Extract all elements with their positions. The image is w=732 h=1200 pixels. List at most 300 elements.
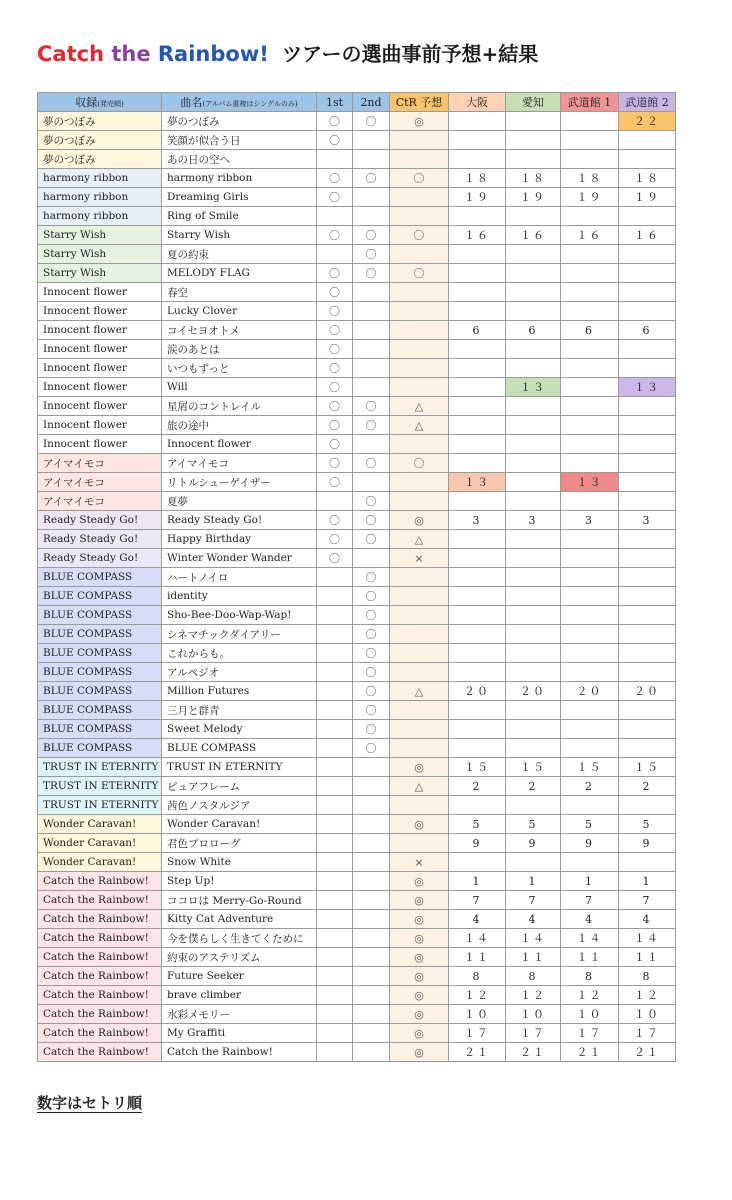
osaka-cell: １９	[449, 188, 506, 207]
second-cell	[353, 340, 390, 359]
album-cell: アイマイモコ	[38, 492, 162, 511]
table-row	[38, 549, 676, 568]
osaka-cell	[449, 340, 506, 359]
budokan2-cell	[619, 245, 676, 264]
osaka-cell: 6	[449, 321, 506, 340]
second-cell: 〇	[353, 625, 390, 644]
first-cell	[317, 663, 353, 682]
budokan1-cell	[561, 701, 619, 720]
second-cell	[353, 150, 390, 169]
osaka-cell: 2	[449, 777, 506, 796]
song-cell: brave climber	[162, 986, 317, 1005]
second-cell: 〇	[353, 226, 390, 245]
header-song: 曲名(アルバム重複はシングルのみ)	[162, 93, 317, 112]
budokan1-cell	[561, 359, 619, 378]
ctr-cell: ◎	[390, 910, 449, 929]
budokan1-cell: １１	[561, 948, 619, 967]
budokan2-cell	[619, 853, 676, 872]
budokan1-cell	[561, 454, 619, 473]
ctr-cell	[390, 188, 449, 207]
budokan2-cell	[619, 131, 676, 150]
ctr-cell: ◎	[390, 948, 449, 967]
osaka-cell	[449, 131, 506, 150]
album-cell: TRUST IN ETERNITY	[38, 796, 162, 815]
ctr-cell	[390, 720, 449, 739]
song-cell: アイマイモコ	[162, 454, 317, 473]
aichi-cell: 4	[506, 910, 561, 929]
song-cell: BLUE COMPASS	[162, 739, 317, 758]
first-cell	[317, 625, 353, 644]
song-cell: TRUST IN ETERNITY	[162, 758, 317, 777]
osaka-cell	[449, 587, 506, 606]
aichi-cell	[506, 454, 561, 473]
song-cell: 夏夢	[162, 492, 317, 511]
budokan1-cell	[561, 302, 619, 321]
title-subtitle: ツアーの選曲事前予想+結果	[282, 42, 539, 66]
table-row	[38, 606, 676, 625]
budokan2-cell: 3	[619, 511, 676, 530]
album-cell: Innocent flower	[38, 283, 162, 302]
osaka-cell: 5	[449, 815, 506, 834]
aichi-cell	[506, 568, 561, 587]
album-cell: BLUE COMPASS	[38, 625, 162, 644]
budokan2-cell: 1	[619, 872, 676, 891]
osaka-cell: 8	[449, 967, 506, 986]
table-row	[38, 226, 676, 245]
aichi-cell: 1	[506, 872, 561, 891]
budokan1-cell	[561, 207, 619, 226]
table-row	[38, 150, 676, 169]
second-cell: 〇	[353, 663, 390, 682]
first-cell	[317, 929, 353, 948]
osaka-cell	[449, 720, 506, 739]
budokan1-cell	[561, 853, 619, 872]
ctr-cell: △	[390, 682, 449, 701]
budokan2-cell	[619, 207, 676, 226]
aichi-cell	[506, 435, 561, 454]
setlist-table	[37, 92, 676, 1062]
table-row	[38, 435, 676, 454]
song-cell: Ring of Smile	[162, 207, 317, 226]
budokan1-cell	[561, 397, 619, 416]
album-cell: Catch the Rainbow!	[38, 891, 162, 910]
aichi-cell	[506, 796, 561, 815]
ctr-cell	[390, 834, 449, 853]
first-cell: 〇	[317, 530, 353, 549]
second-cell: 〇	[353, 112, 390, 131]
first-cell: 〇	[317, 435, 353, 454]
first-cell: 〇	[317, 378, 353, 397]
song-cell: Step Up!	[162, 872, 317, 891]
ctr-cell	[390, 340, 449, 359]
first-cell	[317, 568, 353, 587]
album-cell: BLUE COMPASS	[38, 587, 162, 606]
first-cell: 〇	[317, 321, 353, 340]
ctr-cell: ◎	[390, 986, 449, 1005]
album-cell: Starry Wish	[38, 226, 162, 245]
budokan1-cell	[561, 150, 619, 169]
first-cell: 〇	[317, 511, 353, 530]
ctr-cell	[390, 625, 449, 644]
first-cell	[317, 796, 353, 815]
header-second: 2nd	[353, 93, 390, 112]
budokan2-cell	[619, 492, 676, 511]
osaka-cell	[449, 568, 506, 587]
budokan2-cell: １０	[619, 1005, 676, 1024]
first-cell: 〇	[317, 302, 353, 321]
ctr-cell	[390, 739, 449, 758]
album-cell: Wonder Caravan!	[38, 815, 162, 834]
album-cell: BLUE COMPASS	[38, 568, 162, 587]
album-cell: harmony ribbon	[38, 207, 162, 226]
song-cell: 涙のあとは	[162, 340, 317, 359]
song-cell: Future Seeker	[162, 967, 317, 986]
aichi-cell	[506, 720, 561, 739]
album-cell: 夢のつぼみ	[38, 150, 162, 169]
header-album: 収録(発売順)	[38, 93, 162, 112]
first-cell: 〇	[317, 226, 353, 245]
song-cell: 茜色ノスタルジア	[162, 796, 317, 815]
table-row	[38, 283, 676, 302]
album-cell: BLUE COMPASS	[38, 739, 162, 758]
ctr-cell	[390, 150, 449, 169]
osaka-cell: １７	[449, 1024, 506, 1043]
budokan2-cell	[619, 340, 676, 359]
album-cell: BLUE COMPASS	[38, 720, 162, 739]
budokan2-cell: １７	[619, 1024, 676, 1043]
second-cell	[353, 777, 390, 796]
aichi-cell	[506, 207, 561, 226]
second-cell	[353, 948, 390, 967]
first-cell	[317, 948, 353, 967]
budokan1-cell: 6	[561, 321, 619, 340]
song-cell: アルペジオ	[162, 663, 317, 682]
ctr-cell	[390, 606, 449, 625]
budokan1-cell: １３	[561, 473, 619, 492]
second-cell	[353, 796, 390, 815]
second-cell: 〇	[353, 587, 390, 606]
ctr-cell: ◎	[390, 1005, 449, 1024]
second-cell: 〇	[353, 416, 390, 435]
second-cell	[353, 853, 390, 872]
table-row	[38, 188, 676, 207]
second-cell: 〇	[353, 682, 390, 701]
ctr-cell	[390, 207, 449, 226]
osaka-cell	[449, 853, 506, 872]
osaka-cell	[449, 530, 506, 549]
budokan1-cell	[561, 587, 619, 606]
table-row	[38, 112, 676, 131]
second-cell: 〇	[353, 169, 390, 188]
ctr-cell	[390, 435, 449, 454]
album-cell: Catch the Rainbow!	[38, 1024, 162, 1043]
osaka-cell	[449, 644, 506, 663]
budokan2-cell	[619, 530, 676, 549]
ctr-cell: ◎	[390, 815, 449, 834]
table-row	[38, 701, 676, 720]
table-row	[38, 625, 676, 644]
budokan2-cell: ２０	[619, 682, 676, 701]
second-cell: 〇	[353, 511, 390, 530]
budokan2-cell	[619, 264, 676, 283]
budokan1-cell	[561, 568, 619, 587]
osaka-cell: 9	[449, 834, 506, 853]
osaka-cell	[449, 378, 506, 397]
budokan2-cell: 5	[619, 815, 676, 834]
second-cell	[353, 986, 390, 1005]
ctr-cell: ◎	[390, 872, 449, 891]
page-title	[37, 38, 538, 70]
table-row	[38, 302, 676, 321]
ctr-cell	[390, 283, 449, 302]
osaka-cell	[449, 264, 506, 283]
song-cell: Happy Birthday	[162, 530, 317, 549]
first-cell	[317, 150, 353, 169]
first-cell: 〇	[317, 283, 353, 302]
album-cell: BLUE COMPASS	[38, 701, 162, 720]
budokan2-cell	[619, 625, 676, 644]
budokan1-cell: ２０	[561, 682, 619, 701]
first-cell	[317, 245, 353, 264]
ctr-cell	[390, 131, 449, 150]
song-cell: Sho-Bee-Doo-Wap-Wap!	[162, 606, 317, 625]
budokan2-cell	[619, 796, 676, 815]
album-cell: Innocent flower	[38, 397, 162, 416]
budokan1-cell: ２１	[561, 1043, 619, 1062]
aichi-cell	[506, 359, 561, 378]
song-cell: Winter Wonder Wander	[162, 549, 317, 568]
second-cell	[353, 378, 390, 397]
ctr-cell	[390, 587, 449, 606]
budokan1-cell	[561, 625, 619, 644]
osaka-cell	[449, 283, 506, 302]
ctr-cell: ◎	[390, 929, 449, 948]
budokan1-cell: 4	[561, 910, 619, 929]
budokan1-cell: １２	[561, 986, 619, 1005]
album-cell: harmony ribbon	[38, 169, 162, 188]
aichi-cell	[506, 701, 561, 720]
ctr-cell: 〇	[390, 169, 449, 188]
first-cell	[317, 739, 353, 758]
aichi-cell	[506, 644, 561, 663]
table-row	[38, 454, 676, 473]
budokan1-cell	[561, 435, 619, 454]
budokan2-cell	[619, 720, 676, 739]
budokan1-cell	[561, 131, 619, 150]
first-cell	[317, 207, 353, 226]
aichi-cell: 3	[506, 511, 561, 530]
second-cell	[353, 302, 390, 321]
album-cell: Ready Steady Go!	[38, 530, 162, 549]
ctr-cell	[390, 492, 449, 511]
second-cell	[353, 1005, 390, 1024]
ctr-cell: 〇	[390, 264, 449, 283]
budokan2-cell: ２２	[619, 112, 676, 131]
album-cell: BLUE COMPASS	[38, 644, 162, 663]
first-cell: 〇	[317, 549, 353, 568]
budokan2-cell	[619, 397, 676, 416]
table-row	[38, 207, 676, 226]
budokan2-cell: 4	[619, 910, 676, 929]
song-cell: 水彩メモリー	[162, 1005, 317, 1024]
song-cell: Snow White	[162, 853, 317, 872]
osaka-cell	[449, 701, 506, 720]
first-cell	[317, 777, 353, 796]
song-cell: 夢のつぼみ	[162, 112, 317, 131]
first-cell	[317, 834, 353, 853]
second-cell	[353, 435, 390, 454]
aichi-cell: １２	[506, 986, 561, 1005]
table-row	[38, 321, 676, 340]
osaka-cell: １１	[449, 948, 506, 967]
song-cell: Starry Wish	[162, 226, 317, 245]
song-cell: 星屑のコントレイル	[162, 397, 317, 416]
album-cell: BLUE COMPASS	[38, 606, 162, 625]
budokan2-cell: ２１	[619, 1043, 676, 1062]
aichi-cell	[506, 625, 561, 644]
budokan1-cell: 5	[561, 815, 619, 834]
ctr-cell	[390, 701, 449, 720]
song-cell: identity	[162, 587, 317, 606]
album-cell: Catch the Rainbow!	[38, 967, 162, 986]
header-aichi: 愛知	[506, 93, 561, 112]
aichi-cell	[506, 416, 561, 435]
table-row	[38, 891, 676, 910]
budokan1-cell: １８	[561, 169, 619, 188]
table-row	[38, 853, 676, 872]
header-budokan1: 武道館 1	[561, 93, 619, 112]
aichi-cell: ２１	[506, 1043, 561, 1062]
budokan1-cell	[561, 112, 619, 131]
aichi-cell	[506, 663, 561, 682]
album-cell: BLUE COMPASS	[38, 663, 162, 682]
ctr-cell: ◎	[390, 112, 449, 131]
table-row	[38, 644, 676, 663]
title-catch: Catch	[37, 42, 105, 66]
album-cell: Catch the Rainbow!	[38, 929, 162, 948]
ctr-cell	[390, 568, 449, 587]
osaka-cell: 4	[449, 910, 506, 929]
first-cell	[317, 1024, 353, 1043]
budokan2-cell	[619, 587, 676, 606]
osaka-cell: １０	[449, 1005, 506, 1024]
budokan2-cell	[619, 568, 676, 587]
budokan2-cell	[619, 359, 676, 378]
first-cell	[317, 1043, 353, 1062]
budokan1-cell	[561, 549, 619, 568]
ctr-cell	[390, 359, 449, 378]
budokan1-cell: １４	[561, 929, 619, 948]
ctr-cell: ×	[390, 549, 449, 568]
aichi-cell	[506, 397, 561, 416]
ctr-cell: ◎	[390, 1024, 449, 1043]
first-cell	[317, 587, 353, 606]
album-cell: Starry Wish	[38, 245, 162, 264]
ctr-cell: ×	[390, 853, 449, 872]
aichi-cell	[506, 739, 561, 758]
album-cell: TRUST IN ETERNITY	[38, 758, 162, 777]
aichi-cell	[506, 150, 561, 169]
album-cell: Catch the Rainbow!	[38, 948, 162, 967]
budokan2-cell: 2	[619, 777, 676, 796]
table-row	[38, 1005, 676, 1024]
second-cell	[353, 834, 390, 853]
ctr-cell: △	[390, 397, 449, 416]
osaka-cell: ２１	[449, 1043, 506, 1062]
budokan1-cell	[561, 720, 619, 739]
osaka-cell	[449, 359, 506, 378]
table-row	[38, 910, 676, 929]
budokan1-cell: 8	[561, 967, 619, 986]
album-cell: アイマイモコ	[38, 454, 162, 473]
osaka-cell: １６	[449, 226, 506, 245]
second-cell: 〇	[353, 454, 390, 473]
table-row	[38, 777, 676, 796]
song-cell: Lucky Clover	[162, 302, 317, 321]
aichi-cell	[506, 530, 561, 549]
aichi-cell: １８	[506, 169, 561, 188]
aichi-cell: 7	[506, 891, 561, 910]
budokan1-cell: １９	[561, 188, 619, 207]
second-cell	[353, 321, 390, 340]
header-first: 1st	[317, 93, 353, 112]
first-cell	[317, 644, 353, 663]
first-cell: 〇	[317, 416, 353, 435]
first-cell	[317, 492, 353, 511]
table-row	[38, 492, 676, 511]
budokan1-cell: １７	[561, 1024, 619, 1043]
table-row	[38, 568, 676, 587]
second-cell: 〇	[353, 492, 390, 511]
first-cell	[317, 1005, 353, 1024]
first-cell: 〇	[317, 454, 353, 473]
osaka-cell: 3	[449, 511, 506, 530]
second-cell: 〇	[353, 264, 390, 283]
budokan1-cell	[561, 606, 619, 625]
first-cell	[317, 891, 353, 910]
aichi-cell	[506, 492, 561, 511]
song-cell: 君色プロローグ	[162, 834, 317, 853]
first-cell	[317, 682, 353, 701]
song-cell: MELODY FLAG	[162, 264, 317, 283]
second-cell	[353, 131, 390, 150]
song-cell: Million Futures	[162, 682, 317, 701]
osaka-cell	[449, 625, 506, 644]
aichi-cell	[506, 112, 561, 131]
aichi-cell	[506, 473, 561, 492]
osaka-cell: 7	[449, 891, 506, 910]
second-cell	[353, 188, 390, 207]
first-cell: 〇	[317, 340, 353, 359]
osaka-cell: １３	[449, 473, 506, 492]
album-cell: Catch the Rainbow!	[38, 986, 162, 1005]
album-cell: 夢のつぼみ	[38, 112, 162, 131]
album-cell: TRUST IN ETERNITY	[38, 777, 162, 796]
song-cell: Dreaming Girls	[162, 188, 317, 207]
song-cell: ピュアフレーム	[162, 777, 317, 796]
osaka-cell	[449, 245, 506, 264]
second-cell	[353, 1043, 390, 1062]
aichi-cell: ２０	[506, 682, 561, 701]
second-cell	[353, 207, 390, 226]
album-cell: Innocent flower	[38, 302, 162, 321]
table-row	[38, 340, 676, 359]
ctr-cell: △	[390, 777, 449, 796]
table-row	[38, 682, 676, 701]
table-row	[38, 1024, 676, 1043]
budokan2-cell	[619, 739, 676, 758]
aichi-cell: 2	[506, 777, 561, 796]
